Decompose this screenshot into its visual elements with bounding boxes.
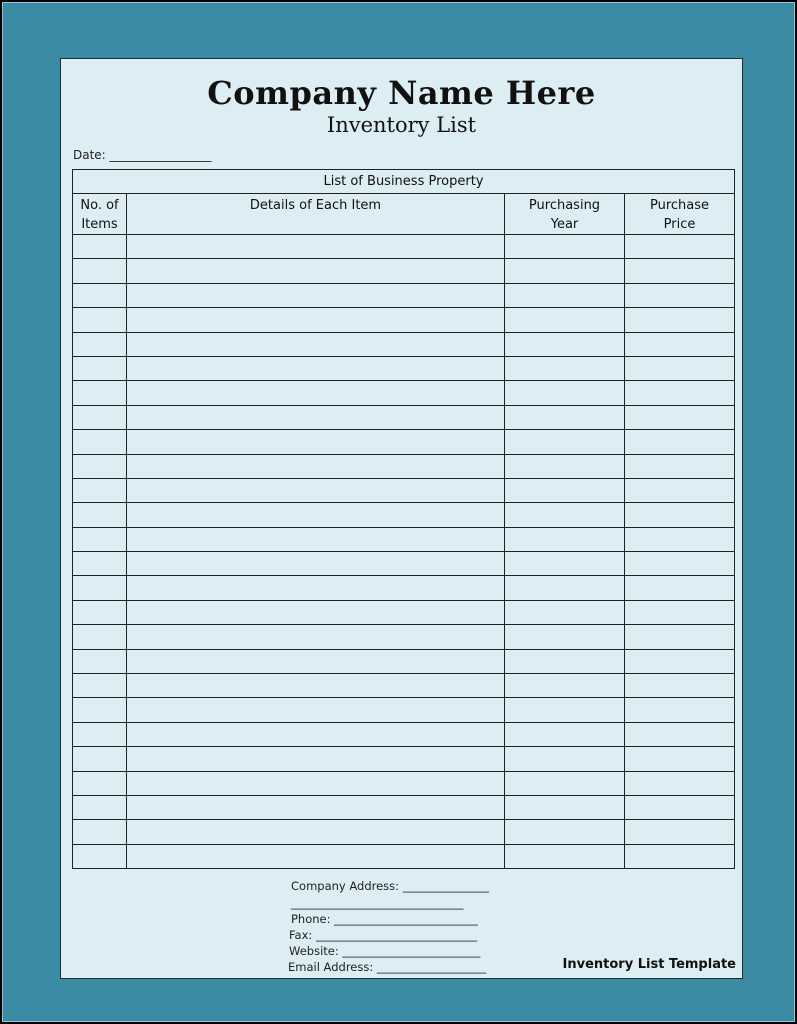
header-line: Items — [81, 217, 118, 232]
table-row — [73, 454, 735, 478]
table-cell[interactable] — [73, 454, 127, 478]
table-cell[interactable] — [127, 771, 505, 795]
table-cell[interactable] — [625, 381, 735, 405]
address-line-2: ______________________________ — [291, 896, 464, 910]
table-row — [73, 527, 735, 551]
table-cell[interactable] — [625, 747, 735, 771]
table-cell[interactable] — [73, 820, 127, 844]
table-cell[interactable] — [625, 820, 735, 844]
table-cell[interactable] — [505, 771, 625, 795]
table-cell[interactable] — [505, 698, 625, 722]
table-cell[interactable] — [625, 430, 735, 454]
table-row — [73, 771, 735, 795]
table-cell[interactable] — [505, 576, 625, 600]
table-row — [73, 747, 735, 771]
column-header-no-of-items — [73, 194, 127, 235]
table-cell[interactable] — [73, 674, 127, 698]
table-cell[interactable] — [625, 674, 735, 698]
table-cell[interactable] — [505, 747, 625, 771]
table-cell[interactable] — [505, 308, 625, 332]
header-line: Purchase — [649, 198, 710, 213]
table-cell[interactable] — [73, 576, 127, 600]
table-row — [73, 600, 735, 624]
table-cell[interactable] — [73, 356, 127, 380]
table-cell[interactable] — [73, 649, 127, 673]
table-cell[interactable] — [505, 649, 625, 673]
table-row — [73, 332, 735, 356]
table-cell[interactable] — [625, 454, 735, 478]
table-cell[interactable] — [505, 356, 625, 380]
date-field: Date: _________________ — [73, 148, 212, 162]
table-cell[interactable] — [505, 527, 625, 551]
table-row — [73, 625, 735, 649]
table-cell[interactable] — [73, 600, 127, 624]
table-cell[interactable] — [127, 259, 505, 283]
table-cell[interactable] — [127, 698, 505, 722]
table-cell[interactable] — [127, 381, 505, 405]
table-row — [73, 552, 735, 576]
table-cell[interactable] — [505, 552, 625, 576]
table-cell[interactable] — [127, 454, 505, 478]
table-row — [73, 430, 735, 454]
table-cell[interactable] — [505, 454, 625, 478]
table-cell[interactable] — [625, 478, 735, 502]
inventory-table — [72, 169, 735, 869]
table-row — [73, 820, 735, 844]
table-cell[interactable] — [73, 332, 127, 356]
column-header-purchasing-year — [505, 194, 625, 235]
inventory-sheet — [60, 58, 743, 979]
table-cell[interactable] — [625, 552, 735, 576]
table-row — [73, 283, 735, 307]
table-cell[interactable] — [625, 576, 735, 600]
table-cell[interactable] — [505, 503, 625, 527]
table-cell[interactable] — [625, 649, 735, 673]
table-cell[interactable] — [625, 844, 735, 868]
table-cell[interactable] — [625, 283, 735, 307]
page-frame — [2, 2, 795, 1022]
table-cell[interactable] — [505, 820, 625, 844]
table-cell[interactable] — [73, 308, 127, 332]
table-cell[interactable] — [127, 722, 505, 746]
table-cell[interactable] — [127, 600, 505, 624]
table-cell[interactable] — [505, 430, 625, 454]
table-cell[interactable] — [127, 478, 505, 502]
header-line: Details of Each Item — [249, 198, 382, 213]
table-cell[interactable] — [127, 576, 505, 600]
table-cell[interactable] — [505, 600, 625, 624]
table-cell[interactable] — [73, 698, 127, 722]
table-cell[interactable] — [625, 698, 735, 722]
table-row — [73, 259, 735, 283]
table-cell[interactable] — [127, 235, 505, 259]
table-cell[interactable] — [505, 795, 625, 819]
column-header-details — [127, 194, 505, 235]
fax-field: Fax: ____________________________ — [289, 928, 477, 942]
table-row — [73, 235, 735, 259]
table-cell[interactable] — [625, 722, 735, 746]
table-cell[interactable] — [505, 625, 625, 649]
phone-field: Phone: _________________________ — [291, 912, 478, 926]
website-field: Website: ________________________ — [289, 944, 481, 958]
table-cell[interactable] — [127, 332, 505, 356]
table-row — [73, 308, 735, 332]
table-cell[interactable] — [625, 332, 735, 356]
header-line: Purchasing — [528, 198, 601, 213]
table-cell[interactable] — [505, 381, 625, 405]
table-cell[interactable] — [127, 527, 505, 551]
table-cell[interactable] — [73, 527, 127, 551]
table-cell[interactable] — [73, 259, 127, 283]
table-cell[interactable] — [73, 625, 127, 649]
table-cell[interactable] — [505, 674, 625, 698]
table-cell[interactable] — [505, 405, 625, 429]
company-name: Company Name Here — [207, 74, 596, 112]
column-header-purchase-price — [625, 194, 735, 235]
document-title: Inventory List — [326, 113, 477, 137]
table-cell[interactable] — [625, 405, 735, 429]
table-row — [73, 381, 735, 405]
table-cell[interactable] — [73, 844, 127, 868]
header-line: No. of — [80, 198, 119, 213]
table-cell[interactable] — [127, 649, 505, 673]
table-cell[interactable] — [73, 795, 127, 819]
table-caption: List of Business Property — [73, 170, 735, 194]
table-row — [73, 795, 735, 819]
header-line: Year — [550, 217, 579, 232]
table-row — [73, 356, 735, 380]
table-cell[interactable] — [73, 503, 127, 527]
table-cell[interactable] — [127, 405, 505, 429]
table-cell[interactable] — [505, 235, 625, 259]
table-row — [73, 674, 735, 698]
table-cell[interactable] — [73, 747, 127, 771]
table-cell[interactable] — [73, 552, 127, 576]
table-cell[interactable] — [505, 332, 625, 356]
table-cell[interactable] — [625, 771, 735, 795]
table-cell[interactable] — [73, 722, 127, 746]
table-cell[interactable] — [505, 283, 625, 307]
table-cell[interactable] — [505, 478, 625, 502]
table-row — [73, 576, 735, 600]
table-cell[interactable] — [127, 844, 505, 868]
table-cell[interactable] — [505, 722, 625, 746]
table-row — [73, 503, 735, 527]
table-cell[interactable] — [127, 308, 505, 332]
table-cell[interactable] — [625, 308, 735, 332]
table-cell[interactable] — [625, 795, 735, 819]
table-cell[interactable] — [625, 235, 735, 259]
table-cell[interactable] — [73, 283, 127, 307]
template-label: Inventory List Template — [562, 957, 736, 972]
table-cell[interactable] — [625, 527, 735, 551]
table-row — [73, 722, 735, 746]
table-cell[interactable] — [127, 674, 505, 698]
table-body — [73, 235, 735, 869]
table-row — [73, 844, 735, 868]
table-row — [73, 649, 735, 673]
table-cell[interactable] — [73, 405, 127, 429]
table-cell[interactable] — [625, 600, 735, 624]
table-cell[interactable] — [127, 795, 505, 819]
table-row — [73, 405, 735, 429]
table-cell[interactable] — [505, 844, 625, 868]
table-cell[interactable] — [73, 235, 127, 259]
table-cell[interactable] — [127, 625, 505, 649]
table-cell[interactable] — [73, 771, 127, 795]
table-cell[interactable] — [127, 820, 505, 844]
table-cell[interactable] — [73, 430, 127, 454]
table-cell[interactable] — [127, 283, 505, 307]
table-cell[interactable] — [505, 259, 625, 283]
table-row — [73, 698, 735, 722]
company-address-field: Company Address: _______________ — [291, 879, 489, 893]
table-cell[interactable] — [625, 356, 735, 380]
table-cell[interactable] — [127, 430, 505, 454]
table-cell[interactable] — [127, 747, 505, 771]
table-row — [73, 478, 735, 502]
email-field: Email Address: ___________________ — [288, 960, 487, 974]
table-cell[interactable] — [625, 625, 735, 649]
table-cell[interactable] — [73, 478, 127, 502]
table-cell[interactable] — [127, 356, 505, 380]
table-cell[interactable] — [73, 381, 127, 405]
table-cell[interactable] — [625, 259, 735, 283]
header-line: Price — [663, 217, 696, 232]
table-cell[interactable] — [127, 552, 505, 576]
table-cell[interactable] — [127, 503, 505, 527]
table-cell[interactable] — [625, 503, 735, 527]
